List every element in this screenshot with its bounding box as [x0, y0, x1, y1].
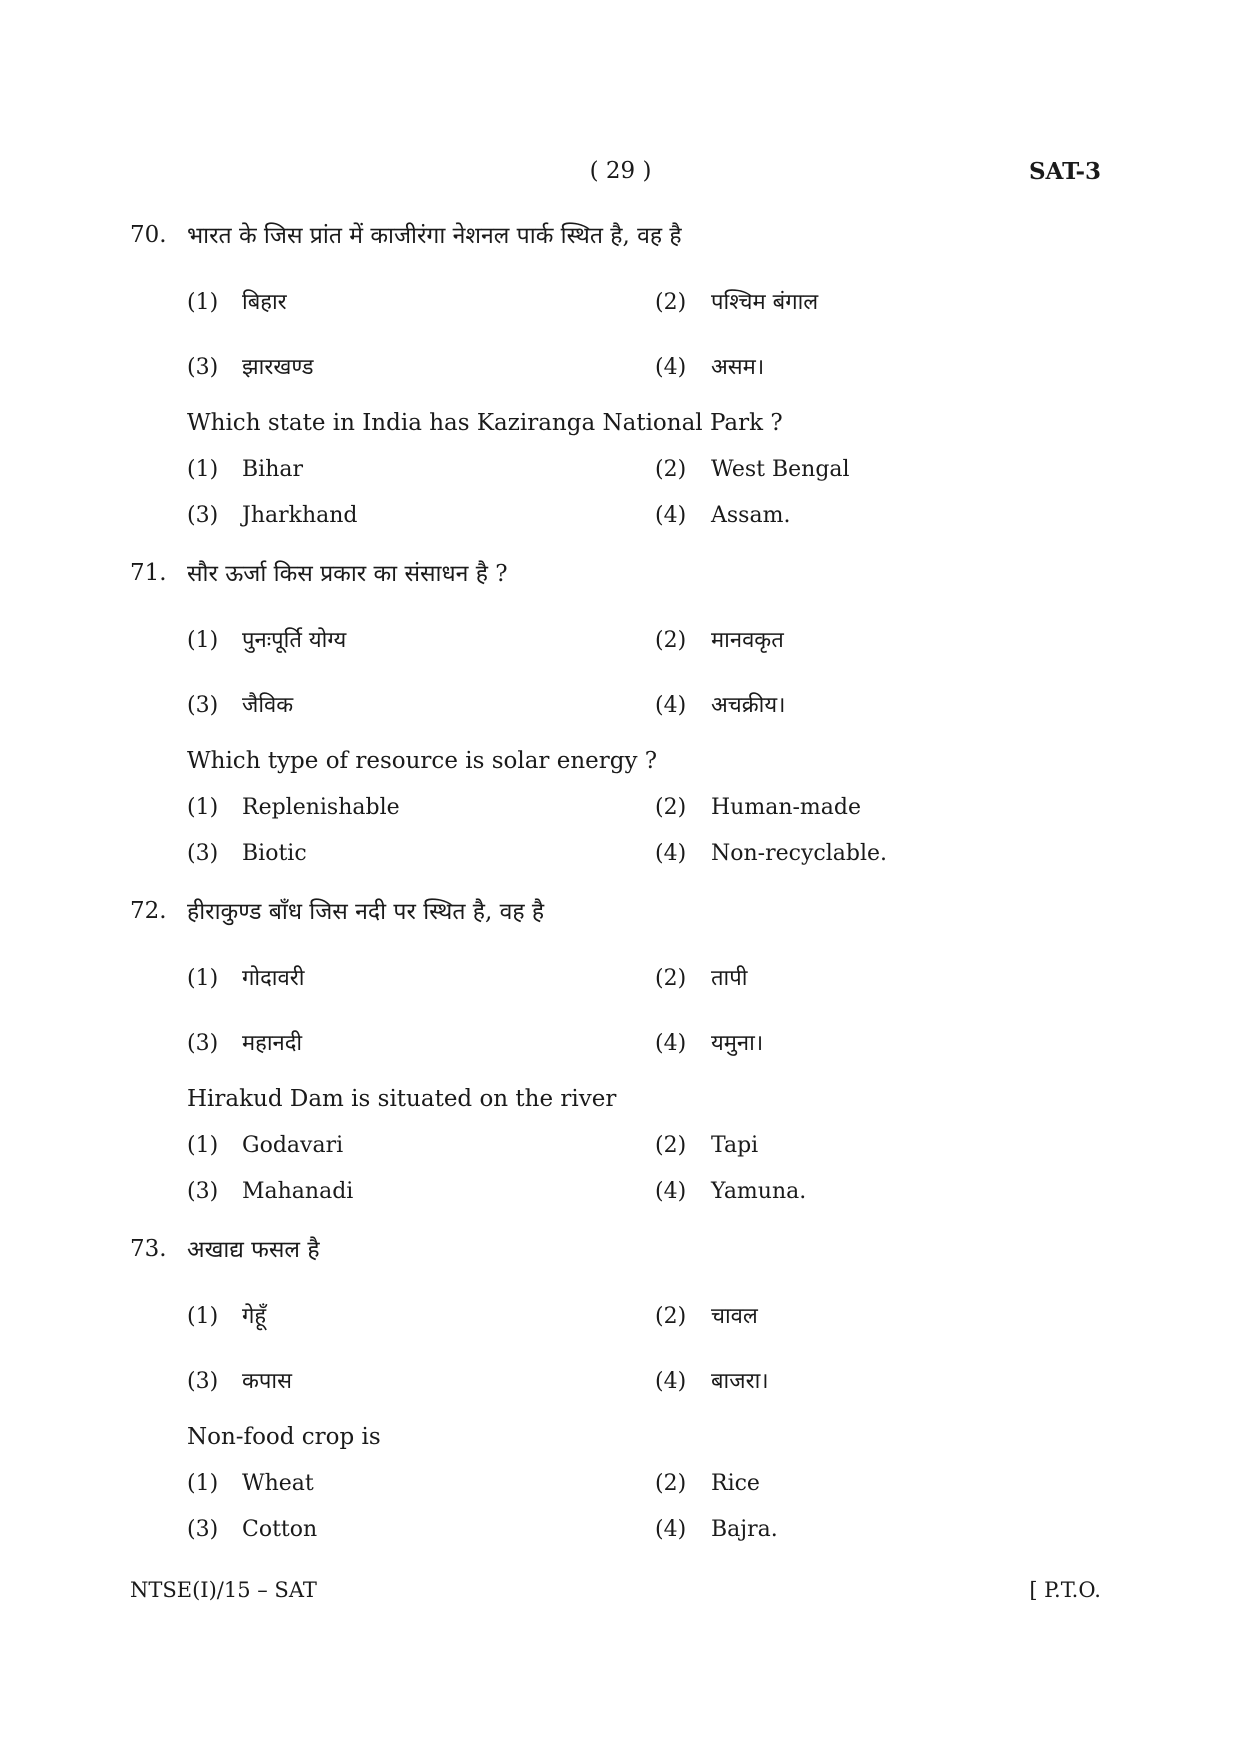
option-number: (1) [187, 1471, 219, 1496]
option-number: (2) [655, 1471, 687, 1496]
question-text-hindi: भारत के जिस प्रांत में काजीरंगा नेशनल पार्क स्थित है, वह है [187, 223, 682, 249]
option-text: Replenishable [242, 795, 400, 820]
option-number: (2) [655, 290, 687, 315]
option-text: Human-made [711, 795, 862, 820]
option-text: Non-recyclable. [711, 841, 887, 866]
question-text-english: Non-food crop is [187, 1424, 381, 1450]
option-text: महानदी [242, 1031, 303, 1056]
option-text: झारखण्ड [242, 355, 314, 380]
option-text: अचक्रीय। [711, 693, 786, 718]
option-number: (2) [655, 628, 687, 653]
option-text: Mahanadi [242, 1179, 354, 1204]
option-text: Cotton [242, 1517, 318, 1542]
option-text: Jharkhand [242, 503, 358, 528]
question-number: 71. [130, 560, 167, 586]
option-number: (4) [655, 1179, 687, 1204]
option-text: कपास [242, 1369, 292, 1394]
option-text: Biotic [242, 841, 307, 866]
question-text-hindi: अखाद्य फसल है [187, 1237, 320, 1263]
option-text: चावल [711, 1304, 758, 1329]
option-number: (2) [655, 966, 687, 991]
question-text-english: Which type of resource is solar energy ? [187, 748, 658, 774]
option-text: गेहूँ [242, 1304, 267, 1329]
option-number: (4) [655, 1517, 687, 1542]
option-text: तापी [711, 966, 748, 991]
option-text: बिहार [242, 290, 287, 315]
option-text: गोदावरी [242, 966, 305, 991]
page-number: ( 29 ) [589, 158, 652, 184]
option-number: (1) [187, 1133, 219, 1158]
exam-code: SAT-3 [1028, 158, 1101, 185]
option-number: (4) [655, 693, 687, 718]
option-number: (2) [655, 1304, 687, 1329]
option-text: Yamuna. [711, 1179, 807, 1204]
question-number: 72. [130, 898, 167, 924]
option-number: (4) [655, 355, 687, 380]
option-number: (3) [187, 503, 219, 528]
option-number: (3) [187, 693, 219, 718]
option-text: Rice [711, 1471, 760, 1496]
option-number: (4) [655, 1369, 687, 1394]
option-number: (1) [187, 457, 219, 482]
option-number: (1) [187, 1304, 219, 1329]
question-number: 70. [130, 222, 167, 248]
option-number: (3) [187, 1179, 219, 1204]
option-number: (1) [187, 966, 219, 991]
question-text-hindi: हीराकुण्ड बाँध जिस नदी पर स्थित है, वह है [187, 899, 545, 925]
option-number: (3) [187, 1517, 219, 1542]
option-text: Wheat [242, 1471, 314, 1496]
option-number: (3) [187, 1031, 219, 1056]
question-number: 73. [130, 1236, 167, 1262]
option-text: पश्चिम बंगाल [711, 290, 819, 315]
question-text-hindi: सौर ऊर्जा किस प्रकार का संसाधन है ? [187, 561, 508, 587]
option-text: जैविक [242, 693, 294, 718]
question-text-english: Hirakud Dam is situated on the river [187, 1086, 617, 1112]
option-text: Assam. [711, 503, 791, 528]
option-number: (1) [187, 795, 219, 820]
option-text: असम। [711, 355, 765, 380]
option-text: मानवकृत [711, 628, 784, 653]
question-text-english: Which state in India has Kaziranga National Park ? [187, 410, 783, 436]
option-number: (2) [655, 1133, 687, 1158]
footer-exam-code: NTSE(I)/15 – SAT [130, 1578, 317, 1602]
option-number: (4) [655, 503, 687, 528]
option-number: (3) [187, 355, 219, 380]
option-text: Bajra. [711, 1517, 778, 1542]
option-text: West Bengal [711, 457, 850, 482]
option-number: (3) [187, 841, 219, 866]
option-number: (4) [655, 841, 687, 866]
option-text: Godavari [242, 1133, 344, 1158]
option-number: (1) [187, 628, 219, 653]
option-text: बाजरा। [711, 1369, 769, 1394]
option-number: (4) [655, 1031, 687, 1056]
option-text: यमुना। [711, 1031, 764, 1056]
option-text: Tapi [711, 1133, 759, 1158]
option-number: (3) [187, 1369, 219, 1394]
footer-pto: [ P.T.O. [1029, 1578, 1101, 1602]
option-number: (1) [187, 290, 219, 315]
option-number: (2) [655, 457, 687, 482]
option-text: पुनःपूर्ति योग्य [242, 628, 347, 653]
option-number: (2) [655, 795, 687, 820]
option-text: Bihar [242, 457, 304, 482]
